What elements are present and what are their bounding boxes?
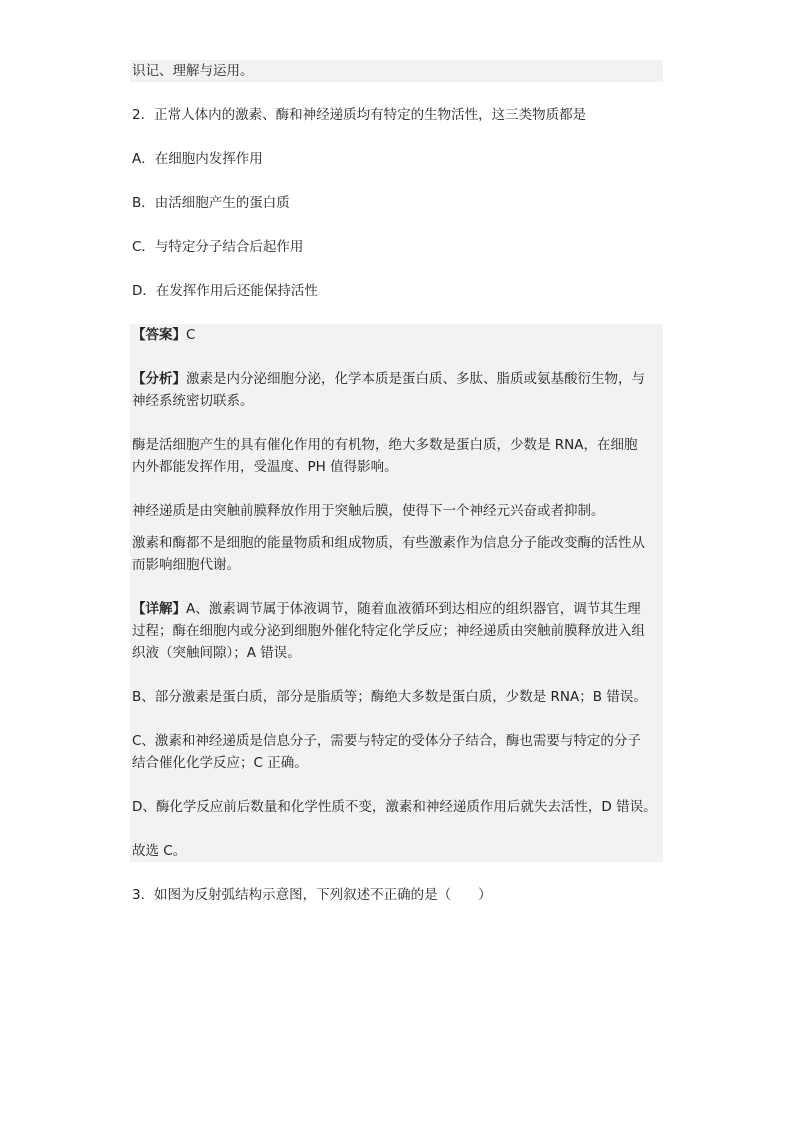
detail-label: 【详解】	[132, 601, 186, 617]
detail-line-1: 【详解】A、激素调节属于体液调节，随着血液循环到达相应的组织器官，调节其生理	[132, 601, 641, 617]
intro-text: 识记、理解与运用。	[130, 60, 663, 82]
detail-para-c-2: 结合催化化学反应；C 正确。	[132, 755, 308, 771]
analysis-para-neurotransmitter: 神经递质是由突触前膜释放作用于突触后膜，使得下一个神经元兴奋或者抑制。	[132, 503, 605, 519]
detail-para-d: D、酶化学反应前后数量和化学性质不变，激素和神经递质作用后就失去活性，D 错误。	[132, 799, 657, 815]
analysis-para-enzyme-2: 内外都能发挥作用，受温度、PH 值得影响。	[132, 459, 398, 475]
question-3-stem: 3．如图为反射弧结构示意图，下列叙述不正确的是（ ）	[132, 887, 492, 903]
analysis-line-1: 【分析】激素是内分泌细胞分泌，化学本质是蛋白质、多肽、脂质或氨基酸衍生物，与	[132, 371, 645, 387]
detail-line-3: 织液（突触间隙）；A 错误。	[132, 645, 301, 661]
analysis-para-enzyme-1: 酶是活细胞产生的具有催化作用的有机物，绝大多数是蛋白质，少数是 RNA，在细胞	[132, 437, 638, 453]
option-c: C．与特定分子结合后起作用	[132, 239, 304, 255]
analysis-para-hormone-enzyme-1: 激素和酶都不是细胞的能量物质和组成物质，有些激素作为信息分子能改变酶的活性从	[132, 535, 645, 551]
option-d: D．在发挥作用后还能保持活性	[132, 283, 318, 299]
detail-line-2: 过程；酶在细胞内或分泌到细胞外催化特定化学反应；神经递质由突触前膜释放进入组	[132, 623, 645, 639]
question-2-stem: 2．正常人体内的激素、酶和神经递质均有特定的生物活性，这三类物质都是	[132, 107, 587, 123]
document-page	[130, 60, 663, 906]
analysis-para-hormone-enzyme-2: 而影响细胞代谢。	[132, 557, 240, 573]
detail-conclusion: 故选 C。	[132, 843, 187, 859]
detail-para-b: B、部分激素是蛋白质，部分是脂质等；酶绝大多数是蛋白质，少数是 RNA；B 错误。	[132, 689, 647, 705]
option-b: B．由活细胞产生的蛋白质	[132, 195, 290, 211]
analysis-line-2: 神经系统密切联系。	[132, 393, 254, 409]
analysis-label: 【分析】	[132, 371, 186, 387]
answer-line	[130, 324, 663, 346]
option-a: A．在细胞内发挥作用	[132, 151, 263, 167]
answer-label: 【答案】	[132, 327, 186, 343]
solution-block	[130, 324, 663, 862]
detail-para-c-1: C、激素和神经递质是信息分子，需要与特定的受体分子结合，酶也需要与特定的分子	[132, 733, 641, 749]
answer-value: C	[186, 327, 196, 343]
